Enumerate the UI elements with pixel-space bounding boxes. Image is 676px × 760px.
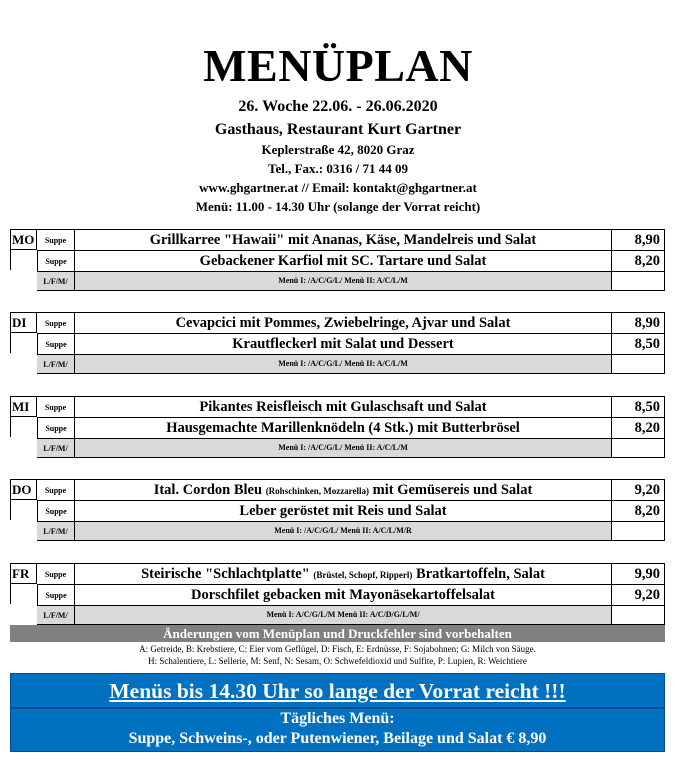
price-2: 9,20 [611,584,665,605]
soup-label: Suppe [37,396,74,417]
soup-label: Suppe [37,250,74,271]
price-blank [611,271,665,291]
daily-menu-text: Suppe, Schweins-, oder Putenwiener, Beilage und Salat € 8,90 [128,730,547,747]
divider [10,417,11,437]
soup-label: Suppe [37,479,74,500]
price-2: 8,50 [611,333,665,354]
allergen-label: L/F/M/ [37,605,74,625]
soup-label: Suppe [37,312,74,333]
price-2: 8,20 [611,417,665,438]
dish-1: Cevapcici mit Pommes, Zwiebelringe, Ajvar und Salat [74,312,611,333]
allergen-label: L/F/M/ [37,271,74,291]
price-blank [611,354,665,374]
price-1: 8,90 [611,229,665,250]
dish-1: Grillkarree "Hawaii" mit Ananas, Käse, Mandelreis und Salat [74,229,611,250]
availability-banner [10,673,665,708]
phone-fax: Tel., Fax.: 0316 / 71 44 09 [268,161,408,176]
address: Keplerstraße 42, 8020 Graz [261,142,415,157]
allergen-codes: Menü I: /A/C/G/L/ Menü II: A/C/L/M [74,438,611,458]
menu-title: MENÜPLAN [203,40,473,91]
changes-notice: Änderungen vom Menüplan und Druckfehler sind vorbehalten [10,625,665,642]
price-2: 8,20 [611,250,665,271]
dish-1: Steirische "Schlachtplatte" (Brüstel, Schopf, Ripperl) Bratkartoffeln, Salat [74,563,611,584]
allergen-codes: Menü I: /A/C/G/L/ Menü II: A/C/L/M [74,354,611,374]
availability-text: Menüs bis 14.30 Uhr so lange der Vorrat reicht !!! [109,679,566,703]
dish-2: Leber geröstet mit Reis und Salat [74,500,611,521]
dish-2: Hausgemachte Marillenknödeln (4 Stk.) mit Butterbrösel [74,417,611,438]
price-1: 8,90 [611,312,665,333]
day-label: MI [10,396,37,417]
allergen-codes: Menü I: /A/C/G/L/ Menü II: A/C/L/M [74,271,611,291]
week-range: 26. Woche 22.06. - 26.06.2020 [238,98,438,115]
allergen-legend-line-1: A: Getreide, B: Krebstiere, C: Eier vom Geflügel, D: Fisch, E: Erdnüsse, F: Sojabohnen; G: Milch von Säuge. [139,644,536,654]
soup-label: Suppe [37,584,74,605]
price-blank [611,438,665,458]
day-label: DI [10,312,37,333]
price-1: 8,50 [611,396,665,417]
daily-menu-title: Tägliches Menü: [280,710,395,727]
dish-2: Dorschfilet gebacken mit Mayonäsekartoffelsalat [74,584,611,605]
price-1: 9,20 [611,479,665,500]
web-email: www.ghgartner.at // Email: kontakt@ghgartner.at [199,180,477,195]
day-block-mo [10,229,665,291]
day-block-di [10,312,665,374]
day-block-do [10,479,665,541]
day-block-fr [10,563,665,625]
allergen-legend-line-2: H: Schalentiere, L: Sellerie, M: Senf, N: Sesam, O: Schwefeldioxid und Sulfite, P: Lupien, R: Weichtiere [148,656,527,666]
divider [10,250,11,270]
soup-label: Suppe [37,417,74,438]
price-1: 9,90 [611,563,665,584]
divider [10,333,11,353]
allergen-label: L/F/M/ [37,521,74,541]
soup-label: Suppe [37,333,74,354]
allergen-codes: Menü I: /A/C/G/L/ Menü II: A/C/L/M/R [74,521,611,541]
dish-2: Krautfleckerl mit Salat und Dessert [74,333,611,354]
price-blank [611,605,665,625]
day-label: DO [10,479,37,500]
price-blank [611,521,665,541]
price-2: 8,20 [611,500,665,521]
soup-label: Suppe [37,563,74,584]
allergen-codes: Menü I: A/C/G/L/M Menü II: A/C/D/G/L/M/ [74,605,611,625]
dish-1: Ital. Cordon Bleu (Rohschinken, Mozzarella) mit Gemüsereis und Salat [74,479,611,500]
allergen-label: L/F/M/ [37,438,74,458]
day-label: FR [10,563,37,584]
allergen-label: L/F/M/ [37,354,74,374]
business-name: Gasthaus, Restaurant Kurt Gartner [214,121,462,138]
day-label: MO [10,229,37,250]
dish-1: Pikantes Reisfleisch mit Gulaschsaft und Salat [74,396,611,417]
soup-label: Suppe [37,500,74,521]
divider [10,584,11,604]
serving-hours: Menü: 11.00 - 14.30 Uhr (solange der Vorrat reicht) [195,199,481,214]
soup-label: Suppe [37,229,74,250]
day-block-mi [10,396,665,458]
dish-2: Gebackener Karfiol mit SC. Tartare und Salat [74,250,611,271]
daily-menu-box [10,708,665,752]
divider [10,500,11,520]
